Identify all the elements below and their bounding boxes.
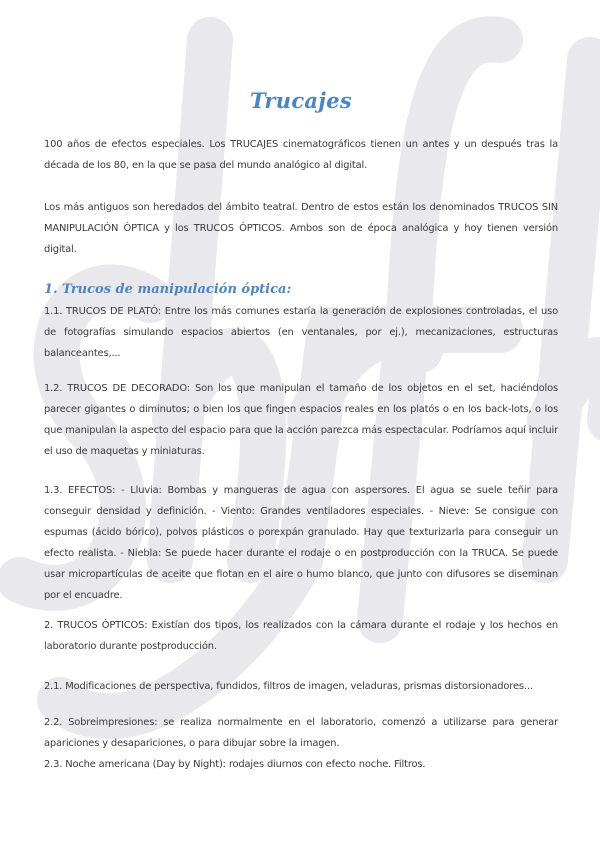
paragraph-2-1: 2.1. Modificaciones de perspectiva, fundidos, filtros de imagen, veladuras, prismas distorsionadores...: [44, 681, 533, 692]
section-heading: 1. Trucos de manipulación óptica:: [44, 282, 292, 297]
origins-paragraph: Los más antiguos son heredados del ámbito teatral. Dentro de estos están los denominados TRUCOS SIN MANIPULACIÓN ÓPTICA y los TRUCOS ÓPTICOS. Ambos son de época analógica y hoy tienen versión digital.: [44, 202, 558, 255]
paragraph-2-2: 2.2. Sobreimpresiones: se realiza normalmente en el laboratorio, comenzó a utilizarse para generar apariciones y desapariciones, o para dibujar sobre la imagen.: [44, 717, 558, 749]
page-title: Trucajes: [249, 88, 352, 114]
paragraph-1-1: 1.1. TRUCOS DE PLATÓ: Entre los más comunes estaría la generación de explosiones controladas, el uso de fotografías simulando espacios abiertos (en ventanales, por ej.), mecanizaciones, estructuras balanceantes,...: [44, 306, 558, 359]
paragraph-1-2: 1.2. TRUCOS DE DECORADO: Son los que manipulan el tamaño de los objetos en el set, haciéndolos parecer gigantes o diminutos; o bien los que fingen espacios reales en los platós o en los back-lots, o los que manipulan la aspecto del espacio para que la acción parezca más espectacular. Podríamos aquí incluir el uso de maquetas y miniaturas.: [44, 383, 558, 457]
paragraph-1-3: 1.3. EFECTOS: - Lluvia: Bombas y mangueras de agua con aspersores. El agua se suele teñir para conseguir densidad y definición. - Viento: Grandes ventiladores especiales. - Nieve: Se consigue con espumas (ácido bórico), polvos plásticos o porexpán granulado. Hay que texturizarla para conseguir un efecto realista. - Niebla: Se puede hacer durante el rodaje o en postproducción con la TRUCA. Se puede usar micropartículas de aceite que flotan en el aire o humo blanco, que junto con difusores se diseminan por el encuadre.: [44, 485, 558, 601]
paragraph-2-3: 2.3. Noche americana (Day by Night): rodajes diurnos con efecto noche. Filtros.: [44, 759, 426, 770]
paragraph-2: 2. TRUCOS ÓPTICOS: Existían dos tipos, los realizados con la cámara durante el rodaje y los hechos en laboratorio durante postproducción.: [44, 620, 558, 652]
intro-paragraph: 100 años de efectos especiales. Los TRUCAJES cinematográficos tienen un antes y un después tras la década de los 80, en la que se pasa del mundo analógico al digital.: [44, 139, 558, 171]
